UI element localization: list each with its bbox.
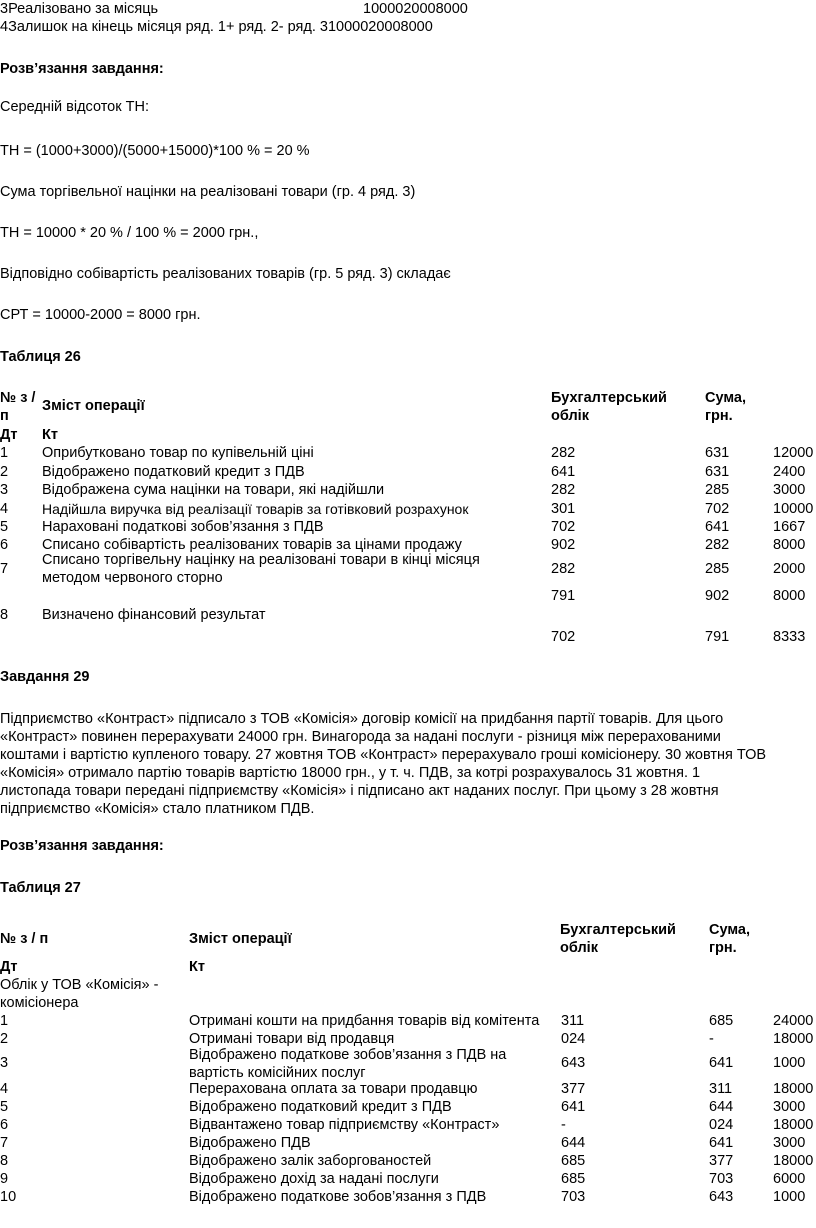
cell-num: 4 [0,1081,9,1097]
cell-dt: 791 [551,588,576,604]
cell-num: 6 [0,1117,9,1133]
cell-dt: 702 [551,519,576,535]
cell-kt: 024 [709,1117,734,1133]
cell-text: Отримані товари від продавця [189,1031,395,1047]
table27-header-sum: Сума, [709,922,750,938]
cell-text: Списано собівартість реалізованих товарів за цінами продажу [42,537,462,553]
task-paragraph-line: Підприємство «Контраст» підписало з ТОВ «Комісія» договір комісії на придбання партії товарів. Для цього [0,711,724,727]
cell-kt: 641 [709,1135,734,1151]
cell-text: Відображено податкове зобов’язання з ПДВ на [189,1047,507,1063]
table27-title: Таблиця 27 [0,880,81,896]
cell-num: 10 [0,1189,17,1205]
cell-dt: 311 [561,1013,585,1029]
cell-sum: 1000 [773,1055,806,1071]
cell-kt: 644 [709,1099,734,1115]
table26-header-account: облік [551,408,589,424]
cell-dt: 024 [561,1031,586,1047]
cell-text: Відображено дохід за надані послуги [189,1171,439,1187]
table26-title: Таблиця 26 [0,349,81,365]
cell-kt: - [709,1031,714,1047]
cell-text: Відвантажено товар підприємству «Контраст» [189,1117,500,1133]
cell-kt: 702 [705,501,730,517]
cell-sum: 24000 [773,1013,814,1029]
cell-sum: 6000 [773,1171,806,1187]
table27-header-kt: Кт [189,959,205,975]
table26-header-kt: Кт [42,427,58,443]
cell-sum: 12000 [773,445,814,461]
task-paragraph-line: коштами і вартістю купленого товару. 27 жовтня ТОВ «Контраст» перерахувало гроші комісіонеру. 30 жовтня ТОВ [0,747,767,763]
cell-sum: 3000 [773,482,806,498]
cell-kt: 377 [709,1153,734,1169]
cell-text: Оприбутковано товар по купівельній ціні [42,445,314,461]
cell-dt: 282 [551,482,576,498]
row4-line: 4Залишок на кінець місяця ряд. 1+ ряд. 2- ряд. 31000020008000 [0,19,433,35]
cell-dt: 282 [551,445,576,461]
cell-text: Відображена сума націнки на товари, які надійшли [42,482,385,498]
solution-heading: Розв’язання завдання: [0,838,164,854]
solution-line: СРТ = 10000-2000 = 8000 грн. [0,307,201,323]
cell-text: Отримані кошти на придбання товарів від комітента [189,1013,540,1029]
task-paragraph-line: підприємство «Комісія» стало платником ПДВ. [0,801,315,817]
cell-dt: 644 [561,1135,586,1151]
cell-text: Відображено податкове зобов’язання з ПДВ [189,1189,487,1205]
cell-sum: 8000 [773,537,806,553]
cell-num: 9 [0,1171,9,1187]
cell-num: 3 [0,1055,9,1071]
cell-sum: 18000 [773,1153,814,1169]
table26-header-account: Бухгалтерський [551,390,667,406]
cell-dt: 685 [561,1171,586,1187]
cell-dt: 643 [561,1055,586,1071]
cell-text: Надійшла виручка від реалізації товарів за готівковий розрахунок [42,501,469,517]
group-label: Облік у ТОВ «Комісія» - [0,977,159,993]
cell-num: 7 [0,1135,9,1151]
table27-header-account: облік [560,940,598,956]
cell-sum: 3000 [773,1099,806,1115]
cell-kt: 631 [705,464,730,480]
cell-sum: 18000 [773,1081,814,1097]
table26-header-sum: Сума, [705,390,746,406]
table26-header-content: Зміст операції [42,398,145,414]
table26-header-dt: Дт [0,427,18,443]
cell-dt: 902 [551,537,576,553]
cell-kt: 641 [709,1055,734,1071]
cell-text: вартість комісійних послуг [189,1065,366,1081]
cell-sum: 1000 [773,1189,806,1205]
cell-sum: 8333 [773,629,806,645]
cell-kt: 685 [709,1013,734,1029]
cell-kt: 703 [709,1171,734,1187]
solution-line: ТН = 10000 * 20 % / 100 % = 2000 грн., [0,225,259,241]
solution-heading: Розв’язання завдання: [0,61,164,77]
cell-dt: 377 [561,1081,586,1097]
cell-text: Нараховані податкові зобов’язання з ПДВ [42,519,324,535]
cell-kt: 311 [709,1081,733,1097]
cell-sum: 10000 [773,501,814,517]
cell-kt: 285 [705,482,730,498]
cell-num: 2 [0,464,9,480]
cell-kt: 643 [709,1189,734,1205]
cell-kt: 285 [705,561,730,577]
cell-num: 2 [0,1031,9,1047]
cell-text: Списано торгівельну націнку на реалізовані товари в кінці місяця [42,552,480,568]
solution-line: Сума торгівельної націнки на реалізовані товари (гр. 4 ряд. 3) [0,184,416,200]
cell-dt: 641 [551,464,576,480]
cell-num: 5 [0,519,9,535]
cell-text: Визначено фінансовий результат [42,607,266,623]
cell-text: Відображено податковий кредит з ПДВ [42,464,305,480]
task-paragraph-line: «Контраст» повинен перерахувати 24000 грн. Винагорода за надані послуги - різниця між перерахованими [0,729,721,745]
cell-num: 1 [0,1013,9,1029]
cell-num: 3 [0,482,9,498]
group-label: комісіонера [0,995,79,1011]
cell-sum: 2000 [773,561,806,577]
solution-line: Середній відсоток ТН: [0,99,149,115]
cell-num: 8 [0,607,9,623]
cell-dt: 703 [561,1189,586,1205]
cell-num: 4 [0,501,9,517]
cell-sum: 8000 [773,588,806,604]
cell-text: Відображено податковий кредит з ПДВ [189,1099,452,1115]
task-heading: Завдання 29 [0,669,90,685]
cell-num: 5 [0,1099,9,1115]
cell-kt: 791 [705,629,730,645]
cell-num: 7 [0,561,9,577]
cell-kt: 902 [705,588,730,604]
table27-header-account: Бухгалтерський [560,922,676,938]
table27-header-sum: грн. [709,940,737,956]
table27-header-num: № з / п [0,931,49,947]
cell-dt: 282 [551,561,576,577]
row3-value: 1000020008000 [363,1,468,17]
cell-dt: 301 [551,501,576,517]
cell-dt: 641 [561,1099,586,1115]
cell-kt: 282 [705,537,730,553]
cell-dt: - [561,1117,566,1133]
task-paragraph-line: «Комісія» отримало партію товарів вартістю 18000 грн., у т. ч. ПДВ, за котрі розрахувалось 31 жовтня. 1 [0,765,701,781]
cell-sum: 18000 [773,1031,814,1047]
cell-sum: 3000 [773,1135,806,1151]
cell-num: 6 [0,537,9,553]
cell-kt: 631 [705,445,730,461]
cell-sum: 2400 [773,464,806,480]
cell-sum: 1667 [773,519,806,535]
table26-header-sum: грн. [705,408,733,424]
cell-text: Відображено залік заборгованостей [189,1153,432,1169]
cell-text: Відображено ПДВ [189,1135,311,1151]
row3-label: 3Реалізовано за місяць [0,1,159,17]
cell-dt: 702 [551,629,576,645]
table26-header-num: № з / [0,390,36,406]
cell-sum: 18000 [773,1117,814,1133]
cell-text: методом червоного сторно [42,570,223,586]
cell-num: 1 [0,445,9,461]
solution-line: Відповідно собівартість реалізованих товарів (гр. 5 ряд. 3) складає [0,266,451,282]
table26-header-num: п [0,408,9,424]
cell-dt: 685 [561,1153,586,1169]
cell-num: 8 [0,1153,9,1169]
task-paragraph-line: листопада товари передані підприємству «Комісія» і підписано акт наданих послуг. При цьому з 28 жовтня [0,783,719,799]
table27-header-content: Зміст операції [189,931,292,947]
cell-text: Перерахована оплата за товари продавцю [189,1081,478,1097]
solution-line: ТН = (1000+3000)/(5000+15000)*100 % = 20 % [0,143,310,159]
table27-header-dt: Дт [0,959,18,975]
cell-kt: 641 [705,519,730,535]
